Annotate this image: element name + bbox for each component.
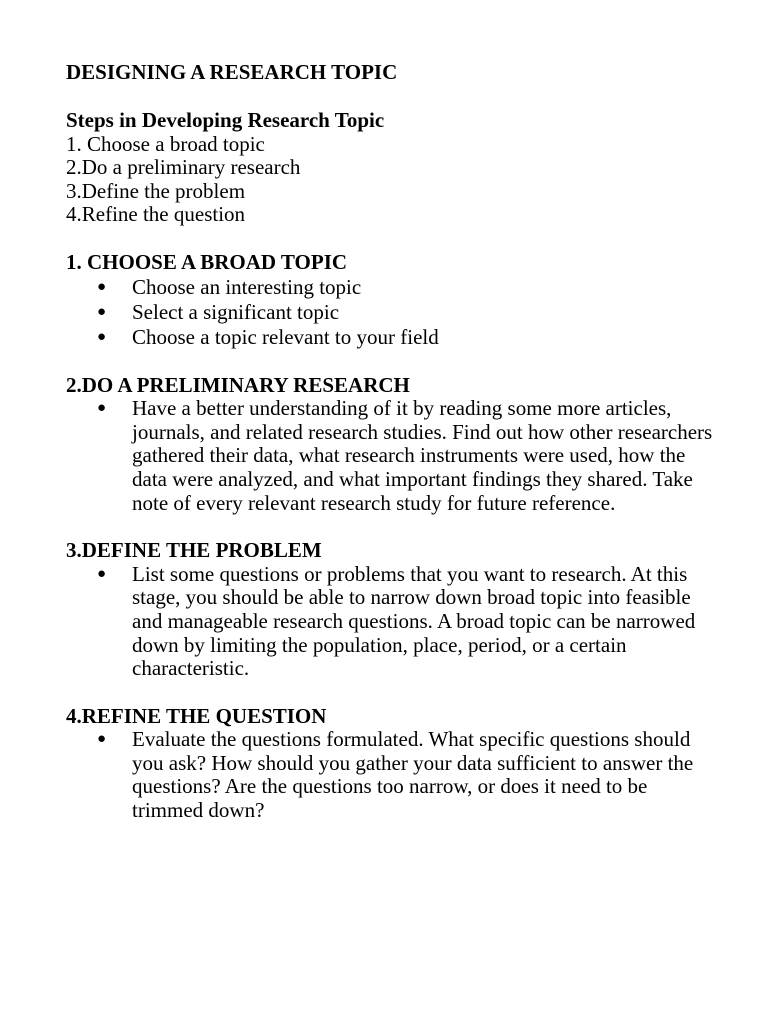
bullet-list — [66, 275, 716, 350]
bullet-list — [66, 728, 716, 822]
bullet-list — [66, 397, 716, 515]
step-item: 3.Define the problem — [66, 178, 246, 203]
bullet-item — [66, 397, 716, 515]
bullet-text: List some questions or problems that you want to research. At this stage, you should be able to narrow down broad topic into feasible and manageable research questions. A broad topic can be narrowed down by limiting the population, place, period, or a certain characteristic. — [132, 561, 696, 681]
step-item: 1. Choose a broad topic — [66, 131, 265, 156]
bullet-text: Evaluate the questions formulated. What specific questions should you ask? How should you gather your data sufficient to answer the questions? Are the questions too narrow, or does it need to be trimmed down? — [132, 727, 694, 823]
bullet-item — [66, 300, 716, 325]
section-preliminary-research — [66, 374, 716, 516]
bullet-item — [66, 728, 716, 822]
steps-heading: Steps in Developing Research Topic — [66, 108, 385, 132]
section-heading: 3.DEFINE THE PROBLEM — [66, 538, 322, 563]
bullet-dot-icon: ● — [97, 731, 107, 748]
step-item: 2.Do a preliminary research — [66, 155, 301, 180]
section-heading: 4.REFINE THE QUESTION — [66, 703, 327, 728]
document-page — [66, 61, 716, 823]
step-item: 4.Refine the question — [66, 202, 246, 227]
section-choose-broad-topic — [66, 251, 716, 350]
section-refine-question — [66, 705, 716, 823]
section-heading: 1. CHOOSE A BROAD TOPIC — [66, 249, 348, 274]
document-title: DESIGNING A RESEARCH TOPIC — [66, 60, 398, 84]
bullet-text: Have a better understanding of it by reading some more articles, journals, and related research studies. Find out how other researchers gathered their data, what research instruments were used, how the data were analyzed, and what important findings they shared. Take note of every relevant research study for future reference. — [132, 396, 713, 515]
bullet-dot-icon: ● — [97, 278, 107, 295]
section-define-problem — [66, 539, 716, 681]
bullet-item — [66, 275, 716, 300]
bullet-list — [66, 563, 716, 681]
bullet-dot-icon: ● — [97, 303, 107, 320]
bullet-text: Choose a topic relevant to your field — [132, 324, 439, 349]
bullet-dot-icon: ● — [97, 328, 107, 345]
bullet-text: Select a significant topic — [132, 299, 340, 324]
section-heading: 2.DO A PRELIMINARY RESEARCH — [66, 372, 410, 397]
bullet-dot-icon: ● — [97, 400, 107, 417]
bullet-dot-icon: ● — [97, 565, 107, 582]
bullet-item — [66, 563, 716, 681]
bullet-item — [66, 325, 716, 350]
steps-list — [66, 133, 716, 227]
bullet-text: Choose an interesting topic — [132, 274, 362, 299]
